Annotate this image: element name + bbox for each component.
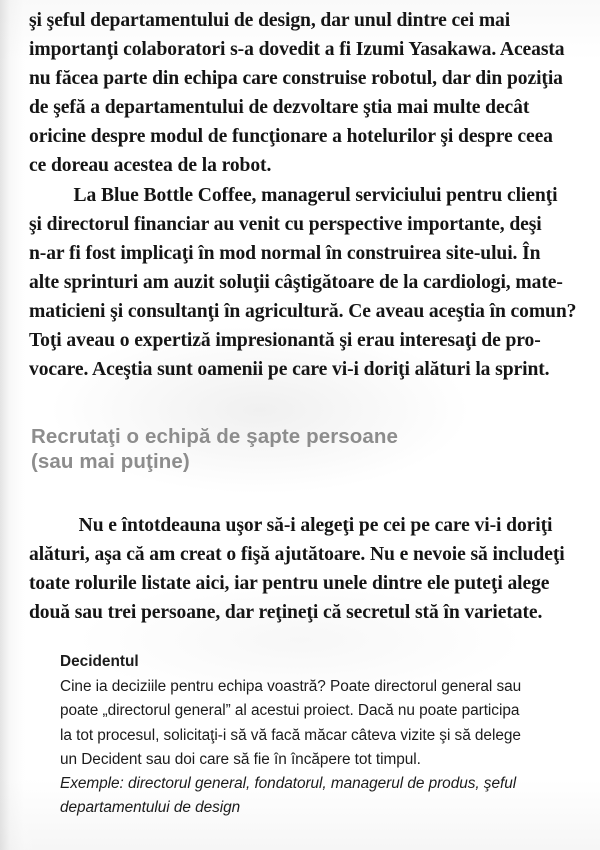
section-heading-line-2: (sau mai puţine) bbox=[31, 450, 190, 473]
paragraph-continuation bbox=[29, 6, 572, 180]
text-line: importanţi colaboratori s-a dovedit a fi Izumi Yasakawa. Aceasta bbox=[29, 39, 565, 60]
text-line: n-ar fi fost implicaţi în mod normal în construirea site-ului. În bbox=[29, 243, 541, 264]
text-line: două sau trei persoane, dar reţineţi că secretul stă în varietate. bbox=[29, 602, 543, 623]
text-line: Toţi aveau o expertiză impresionantă şi erau interesaţi de pro- bbox=[29, 330, 541, 351]
callout-line: un Decident sau doi care să fie în încăpere tot timpul. bbox=[60, 750, 421, 768]
text-line: vocare. Aceştia sunt oamenii pe care vi-i doriţi alături la sprint. bbox=[29, 359, 550, 380]
text-line: şi şeful departamentului de design, dar unul dintre cei mai bbox=[29, 10, 511, 31]
callout-line: la tot procesul, solicitaţi-i să vă facă măcar câteva vizite şi să delege bbox=[60, 726, 521, 744]
text-line: alte sprinturi am auzit soluţii câştigătoare de la cardiologi, mate- bbox=[29, 272, 563, 293]
text-line: Nu e întotdeauna uşor să-i alegeţi pe cei pe care vi-i doriţi bbox=[29, 511, 572, 540]
text-line: de şefă a departamentului de dezvoltare ştia mai multe decât bbox=[29, 97, 530, 118]
paragraph-team-selection bbox=[29, 511, 572, 627]
text-line: alături, aşa că am creat o fişă ajutătoare. Nu e nevoie să includeţi bbox=[29, 544, 565, 565]
role-callout-decidentul bbox=[60, 650, 570, 820]
section-heading-line-1: Recrutaţi o echipă de şapte persoane bbox=[31, 425, 399, 448]
first-line-indent bbox=[29, 511, 59, 540]
text-line: toate rolurile listate aici, iar pentru unele dintre ele puteţi alege bbox=[29, 573, 550, 594]
text-line: nu făcea parte din echipa care construise robotul, dar din poziţia bbox=[29, 68, 563, 89]
callout-line: poate „directorul general” al acestui proiect. Dacă nu poate participa bbox=[60, 702, 520, 720]
text-line: maticieni şi consultanţi în agricultură. Ce aveau aceştia în comun? bbox=[29, 301, 577, 322]
callout-line: Cine ia deciziile pentru echipa voastră? Poate directorul general sau bbox=[60, 678, 522, 696]
text-line: şi directorul financiar au venit cu perspective importante, deşi bbox=[29, 214, 542, 235]
callout-examples-line: departamentului de design bbox=[60, 799, 241, 817]
paragraph-blue-bottle bbox=[29, 181, 577, 384]
section-heading bbox=[31, 424, 531, 474]
text-line: ce doreau acestea de la robot. bbox=[29, 155, 272, 176]
callout-examples-line: Exemple: directorul general, fondatorul, managerul de produs, şeful bbox=[60, 775, 517, 793]
first-line-indent bbox=[29, 181, 59, 210]
callout-title: Decidentul bbox=[60, 653, 139, 670]
text-line: La Blue Bottle Coffee, managerul serviciului pentru clienţi bbox=[29, 181, 572, 210]
text-line: oricine despre modul de funcţionare a hotelurilor şi despre ceea bbox=[29, 126, 553, 147]
